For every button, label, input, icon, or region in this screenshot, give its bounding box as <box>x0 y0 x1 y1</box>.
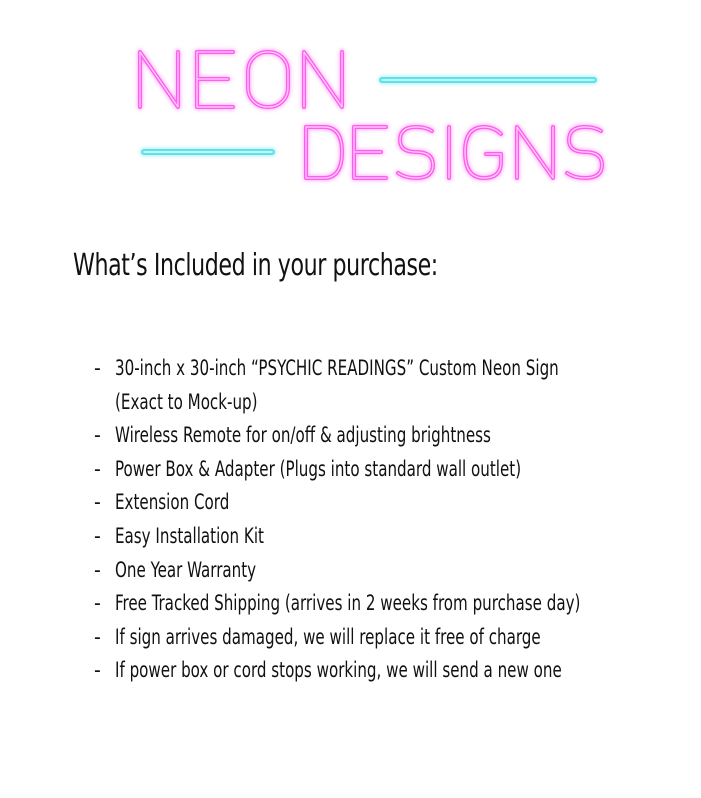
list-item-text-continued: (Exact to Mock-up) <box>115 389 258 414</box>
list-item-text: One Year Warranty <box>115 557 257 582</box>
list-item-text: 30-inch x 30-inch “PSYCHIC READINGS” Custom Neon Sign <box>115 356 559 380</box>
list-item-text: If sign arrives damaged, we will replace it free of charge <box>115 624 541 649</box>
list-item <box>94 520 697 554</box>
list-item-text: Free Tracked Shipping (arrives in 2 weeks from purchase day) <box>115 591 581 616</box>
section-heading: What’s Included in your purchase: <box>73 248 438 283</box>
list-item <box>94 654 697 688</box>
list-item <box>94 621 697 655</box>
list-item <box>94 453 697 487</box>
included-items-list <box>94 352 697 688</box>
bullet-dash: - <box>94 658 101 683</box>
bullet-dash: - <box>94 557 101 582</box>
bullet-dash: - <box>94 523 101 548</box>
bullet-dash: - <box>94 423 101 448</box>
list-item-text: Easy Installation Kit <box>115 523 264 548</box>
neon-designs-logo <box>120 30 620 200</box>
list-item <box>94 419 697 453</box>
list-item-text: Wireless Remote for on/off & adjusting brightness <box>115 423 491 448</box>
list-item-text: If power box or cord stops working, we will send a new one <box>115 658 562 683</box>
list-item-text: Extension Cord <box>115 490 230 515</box>
bullet-dash: - <box>94 356 101 380</box>
bullet-dash: - <box>94 624 101 649</box>
bullet-dash: - <box>94 591 101 616</box>
list-item <box>94 554 697 588</box>
list-item-text: Power Box & Adapter (Plugs into standard wall outlet) <box>115 456 522 481</box>
bullet-dash: - <box>94 456 101 481</box>
list-item <box>94 352 697 419</box>
bullet-dash: - <box>94 490 101 515</box>
list-item <box>94 486 697 520</box>
list-item <box>94 587 697 621</box>
